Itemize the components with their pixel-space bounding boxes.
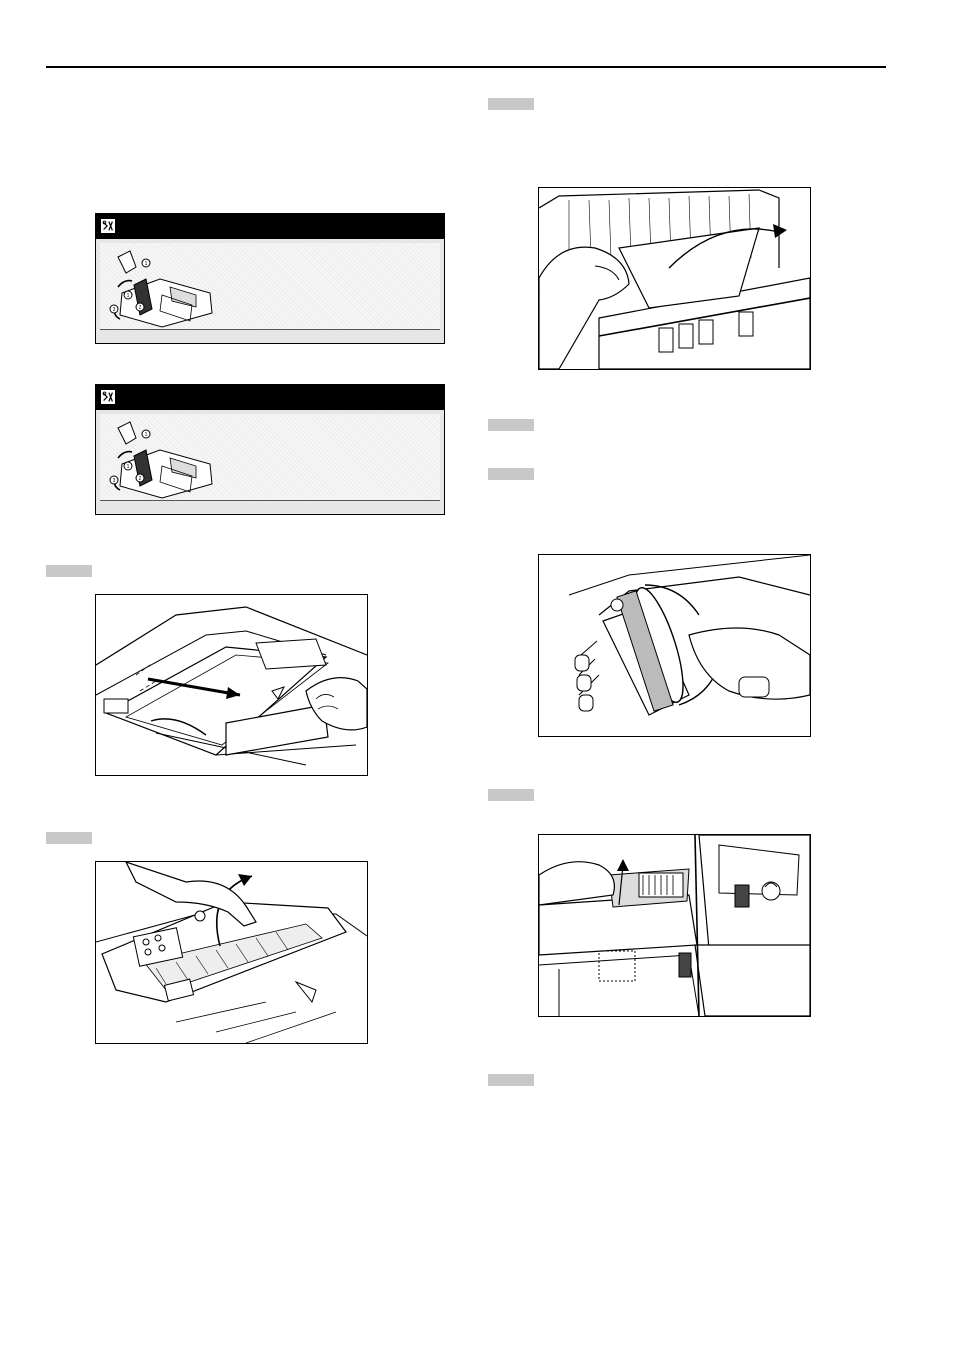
top-rule xyxy=(46,66,886,68)
panel-step-number: 1 xyxy=(126,293,130,299)
cover-illustration xyxy=(96,862,367,1043)
step-marker-right-4 xyxy=(488,789,534,801)
jam-location-icon xyxy=(100,389,116,405)
jam-message-panel-1 xyxy=(95,213,445,344)
step-marker-left-2 xyxy=(46,832,92,844)
figure-remove-jammed-original xyxy=(538,187,811,370)
tray-illustration xyxy=(96,595,367,775)
step-marker-right-3 xyxy=(488,468,534,480)
panel-header xyxy=(96,385,444,410)
feed-section-illustration xyxy=(539,835,810,1016)
panel-step-number: 2 xyxy=(138,305,142,311)
panel-step-number: 3 xyxy=(112,307,116,313)
step-marker-right-1 xyxy=(488,98,534,110)
panel-step-number: 1 xyxy=(144,261,148,267)
figure-turn-roller xyxy=(538,554,811,737)
panel-step-number: 3 xyxy=(112,478,116,484)
step-marker-left-1 xyxy=(46,565,92,577)
figure-open-cover xyxy=(95,861,368,1044)
panel-diagram xyxy=(100,243,440,330)
panel-header xyxy=(96,214,444,239)
step-marker-right-5 xyxy=(488,1074,534,1086)
step-marker-right-2 xyxy=(488,419,534,431)
panel-step-number: 2 xyxy=(138,476,142,482)
jam-location-icon xyxy=(100,218,116,234)
panel-step-number: 1 xyxy=(144,432,148,438)
panel-diagram xyxy=(100,414,440,501)
roller-illustration xyxy=(539,555,810,736)
panel-step-number: 1 xyxy=(126,464,130,470)
figure-pull-out-tray xyxy=(95,594,368,776)
figure-remove-paper-feed xyxy=(538,834,811,1017)
remove-original-illustration xyxy=(539,188,810,369)
jam-message-panel-2 xyxy=(95,384,445,515)
